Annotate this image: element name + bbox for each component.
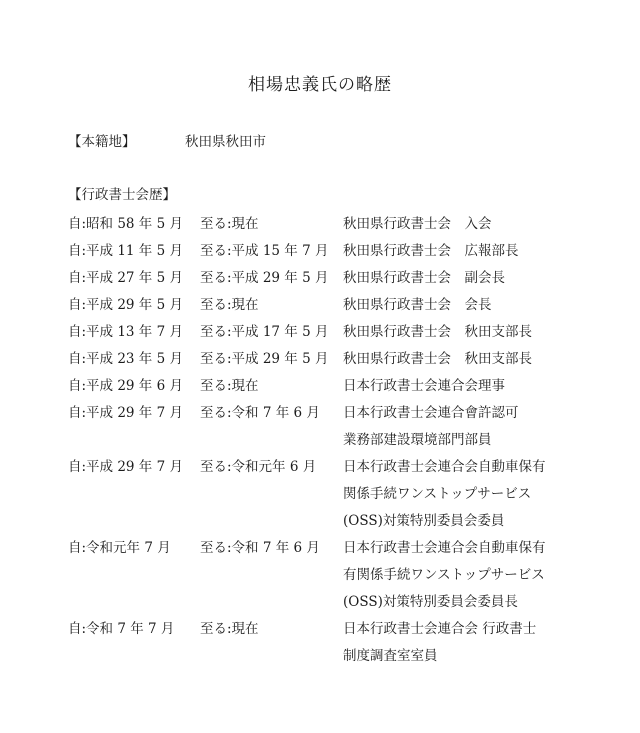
history-position-line: 秋田県行政書士会 秋田支部長	[343, 324, 532, 340]
history-row	[0, 238, 640, 265]
history-to-date: 至る:現在	[200, 216, 259, 232]
history-row	[0, 454, 640, 535]
history-section-heading: 【行政書士会歴】	[68, 187, 176, 203]
history-position	[343, 292, 640, 319]
history-position-line: 日本行政書士会連合会自動車保有	[343, 459, 546, 475]
domicile-value: 秋田県秋田市	[185, 134, 266, 150]
history-to-date: 至る:平成 15 年 7 月	[200, 243, 329, 259]
history-position-line: (OSS)対策特別委員会委員長	[343, 594, 518, 610]
domicile-section	[0, 132, 640, 152]
history-to-date: 至る:平成 29 年 5 月	[200, 270, 329, 286]
history-position	[343, 211, 640, 238]
history-position	[343, 265, 640, 292]
history-to-date: 至る:現在	[200, 378, 259, 394]
history-row	[0, 319, 640, 346]
history-position	[343, 400, 640, 454]
history-row	[0, 616, 640, 670]
history-position-line: 日本行政書士会連合会理事	[343, 378, 505, 394]
domicile-label: 【本籍地】	[68, 134, 136, 150]
history-position	[343, 319, 640, 346]
history-from-date: 自:平成 11 年 5 月	[68, 243, 183, 259]
history-to-date: 至る:令和 7 年 6 月	[200, 405, 320, 421]
history-position	[343, 238, 640, 265]
history-position-line: 秋田県行政書士会 会長	[343, 297, 492, 313]
history-position	[343, 373, 640, 400]
page-title: 相場忠義氏の略歴	[248, 75, 392, 95]
history-position-line: 有関係手続ワンストップサービス	[343, 567, 545, 583]
history-to-date: 至る:平成 29 年 5 月	[200, 351, 329, 367]
history-position-line: 制度調査室室員	[343, 648, 438, 664]
history-from-date: 自:平成 13 年 7 月	[68, 324, 183, 340]
history-from-date: 自:平成 23 年 5 月	[68, 351, 183, 367]
history-to-date: 至る:平成 17 年 5 月	[200, 324, 329, 340]
history-position-line: 日本行政書士会連合會許認可	[343, 405, 519, 421]
history-to-date: 至る:令和元年 6 月	[200, 459, 317, 475]
history-row	[0, 292, 640, 319]
history-row	[0, 535, 640, 616]
history-position	[343, 454, 640, 535]
history-row	[0, 400, 640, 454]
history-list	[0, 211, 640, 670]
history-row	[0, 211, 640, 238]
history-to-date: 至る:現在	[200, 297, 259, 313]
history-position	[343, 535, 640, 616]
history-position	[343, 616, 640, 670]
history-from-date: 自:平成 29 年 7 月	[68, 459, 183, 475]
history-row	[0, 346, 640, 373]
history-position-line: 日本行政書士会連合会自動車保有	[343, 540, 546, 556]
history-row	[0, 373, 640, 400]
history-to-date: 至る:現在	[200, 621, 259, 637]
history-from-date: 自:昭和 58 年 5 月	[68, 216, 183, 232]
history-from-date: 自:平成 27 年 5 月	[68, 270, 183, 286]
history-position-line: 秋田県行政書士会 入会	[343, 216, 492, 232]
history-from-date: 自:平成 29 年 6 月	[68, 378, 183, 394]
history-to-date: 至る:令和 7 年 6 月	[200, 540, 320, 556]
history-row	[0, 265, 640, 292]
history-from-date: 自:平成 29 年 5 月	[68, 297, 183, 313]
history-position-line: 秋田県行政書士会 副会長	[343, 270, 505, 286]
history-position-line: 業務部建設環境部門部員	[343, 432, 492, 448]
history-position-line: (OSS)対策特別委員会委員	[343, 513, 505, 529]
history-position-line: 関係手続ワンストップサービス	[343, 486, 532, 502]
history-from-date: 自:令和元年 7 月	[68, 540, 171, 556]
history-from-date: 自:平成 29 年 7 月	[68, 405, 183, 421]
history-position-line: 秋田県行政書士会 秋田支部長	[343, 351, 532, 367]
history-position	[343, 346, 640, 373]
history-position-line: 日本行政書士会連合会 行政書士	[343, 621, 537, 637]
history-position-line: 秋田県行政書士会 広報部長	[343, 243, 519, 259]
history-from-date: 自:令和 7 年 7 月	[68, 621, 175, 637]
